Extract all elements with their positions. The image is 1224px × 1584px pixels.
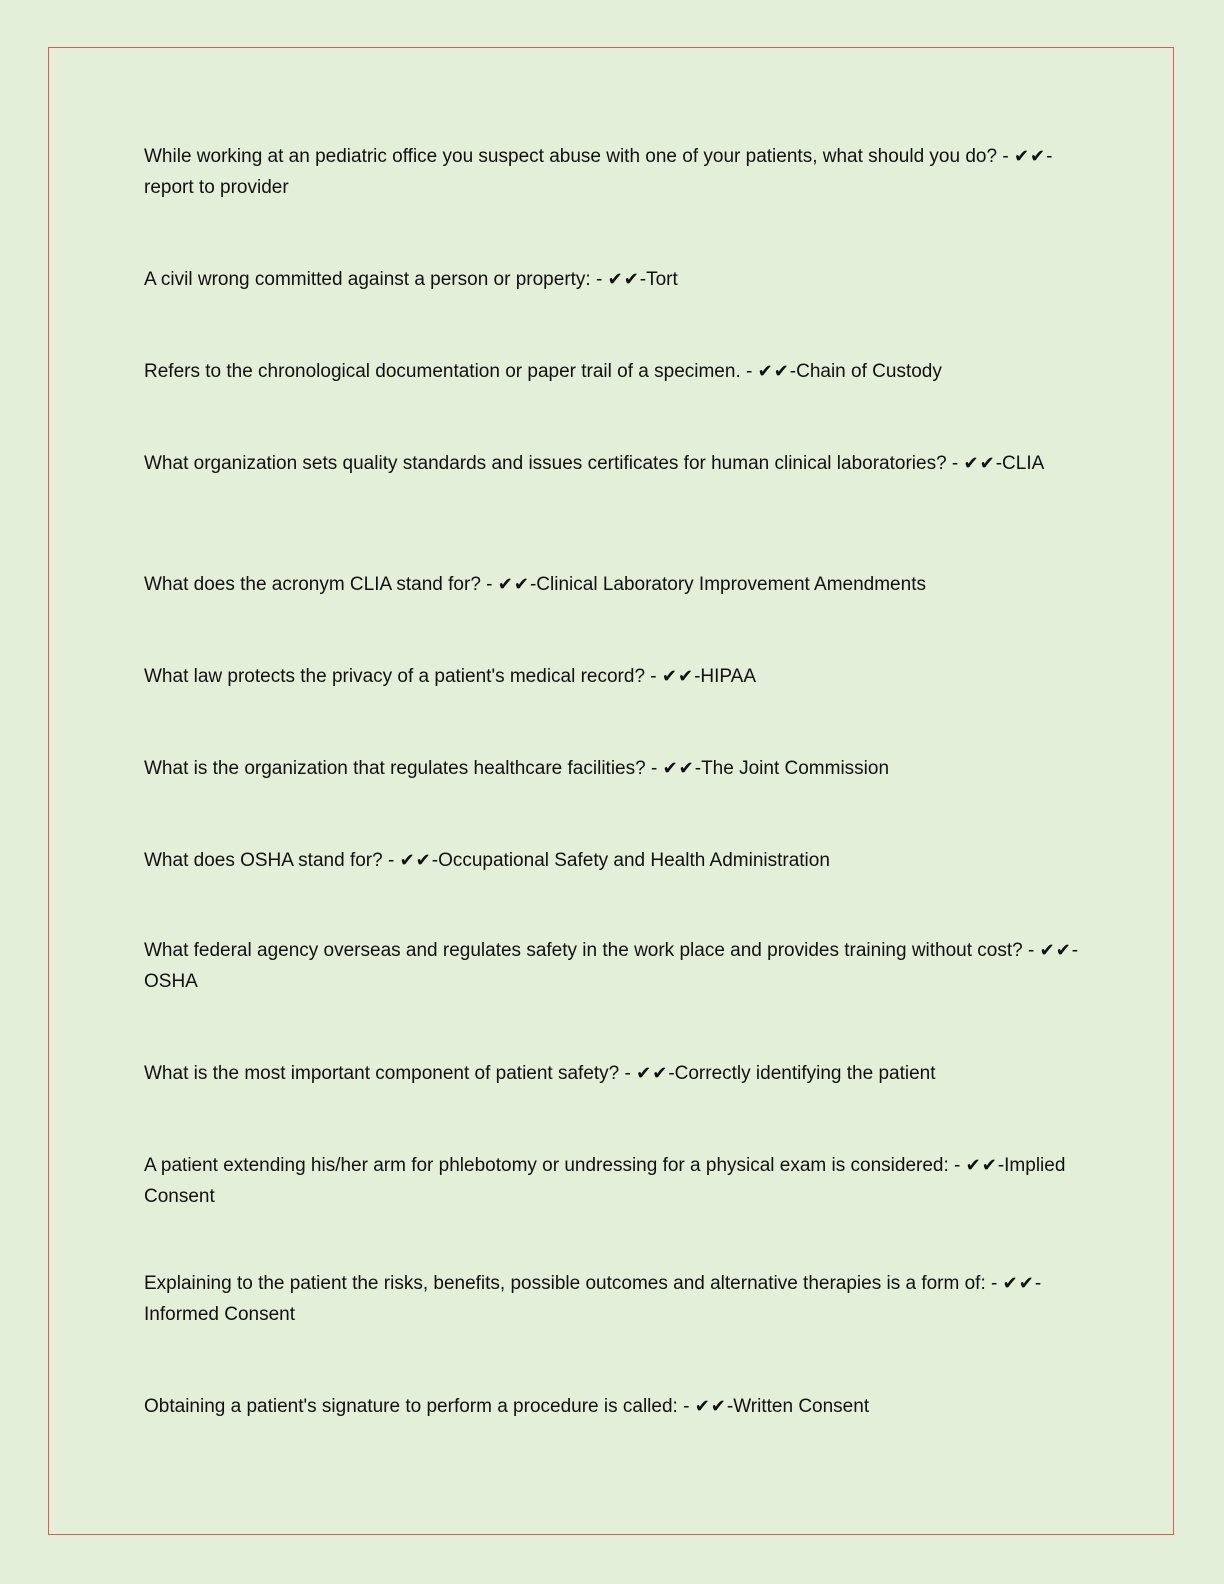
check-marks-icon: ✔✔ — [1039, 940, 1072, 961]
separator: - — [590, 269, 608, 290]
check-marks-icon: ✔✔ — [662, 758, 695, 779]
question-text: What does OSHA stand for? — [144, 850, 383, 871]
answer-text: Written Consent — [733, 1396, 870, 1417]
answer-prefix: - — [694, 666, 701, 687]
separator: - — [997, 146, 1014, 167]
answer-text: Clinical Laboratory Improvement Amendments — [536, 574, 926, 595]
answer-text: Tort — [646, 269, 678, 290]
qa-item-8 — [144, 845, 1084, 876]
qa-item-7 — [144, 753, 1084, 784]
answer-text: Informed Consent — [144, 1304, 296, 1325]
separator: - — [985, 1273, 1003, 1294]
answer-prefix: - — [1034, 1273, 1042, 1294]
answer-prefix: - — [995, 453, 1003, 474]
qa-item-1 — [144, 141, 1084, 203]
separator: - — [645, 666, 662, 687]
question-text: Obtaining a patient's signature to perform a procedure is called: — [144, 1396, 678, 1417]
answer-prefix: - — [997, 1155, 1005, 1176]
check-marks-icon: ✔✔ — [497, 574, 530, 595]
check-marks-icon: ✔✔ — [694, 1396, 727, 1417]
answer-text: report to provider — [144, 177, 289, 198]
qa-item-10 — [144, 1058, 1084, 1089]
check-marks-icon: ✔✔ — [963, 453, 996, 474]
answer-prefix: - — [789, 361, 797, 382]
qa-item-5 — [144, 569, 1084, 600]
question-text: Explaining to the patient the risks, benefits, possible outcomes and alternative therapies is a form of: — [144, 1273, 986, 1294]
answer-prefix: - — [1046, 146, 1053, 167]
question-text: What federal agency overseas and regulates safety in the work place and provides training without cost? — [144, 940, 1023, 961]
qa-item-3 — [144, 356, 1084, 387]
answer-prefix: - — [668, 1063, 675, 1084]
question-text: A patient extending his/her arm for phlebotomy or undressing for a physical exam is considered: — [144, 1155, 949, 1176]
answer-text: Correctly identifying the patient — [674, 1063, 936, 1084]
question-text: What organization sets quality standards and issues certificates for human clinical laboratories? — [144, 453, 947, 474]
answer-text: HIPAA — [700, 666, 757, 687]
answer-prefix: - — [431, 850, 439, 871]
question-text: What is the organization that regulates healthcare facilities? — [144, 758, 646, 779]
question-text: A civil wrong committed against a person or property: — [144, 269, 591, 290]
qa-item-6 — [144, 661, 1084, 692]
separator: - — [948, 1155, 966, 1176]
separator: - — [645, 758, 663, 779]
check-marks-icon: ✔✔ — [965, 1155, 998, 1176]
qa-item-13 — [144, 1391, 1084, 1422]
question-text: What does the acronym CLIA stand for? — [144, 574, 481, 595]
separator: - — [619, 1063, 637, 1084]
answer-text: Occupational Safety and Health Administration — [438, 850, 830, 871]
separator: - — [946, 453, 964, 474]
separator: - — [740, 361, 758, 382]
answer-text: Implied Consent — [144, 1155, 1066, 1207]
answer-text: OSHA — [144, 971, 198, 992]
answer-prefix: - — [1071, 940, 1079, 961]
check-marks-icon: ✔✔ — [661, 666, 695, 687]
separator: - — [480, 574, 498, 595]
qa-item-11 — [144, 1150, 1084, 1212]
question-text: While working at an pediatric office you suspect abuse with one of your patients, what should you do? — [144, 146, 998, 167]
answer-prefix: - — [694, 758, 702, 779]
check-marks-icon: ✔✔ — [607, 269, 640, 290]
separator: - — [1022, 940, 1040, 961]
question-text: What is the most important component of patient safety? — [144, 1063, 620, 1084]
check-marks-icon: ✔✔ — [636, 1063, 669, 1084]
answer-text: CLIA — [1002, 453, 1045, 474]
separator: - — [677, 1396, 695, 1417]
check-marks-icon: ✔✔ — [1002, 1273, 1035, 1294]
answer-text: The Joint Commission — [701, 758, 890, 779]
question-text: What law protects the privacy of a patient's medical record? — [144, 666, 646, 687]
qa-item-2 — [144, 264, 1084, 295]
check-marks-icon: ✔✔ — [399, 850, 432, 871]
answer-text: Chain of Custody — [796, 361, 942, 382]
qa-item-9 — [144, 935, 1084, 997]
question-text: Refers to the chronological documentation or paper trail of a specimen. — [144, 361, 741, 382]
answer-prefix: - — [639, 269, 647, 290]
answer-prefix: - — [726, 1396, 734, 1417]
check-marks-icon: ✔✔ — [1013, 146, 1047, 167]
qa-item-4 — [144, 448, 1084, 479]
check-marks-icon: ✔✔ — [757, 361, 790, 382]
separator: - — [382, 850, 400, 871]
answer-prefix: - — [529, 574, 537, 595]
qa-item-12 — [144, 1268, 1084, 1330]
